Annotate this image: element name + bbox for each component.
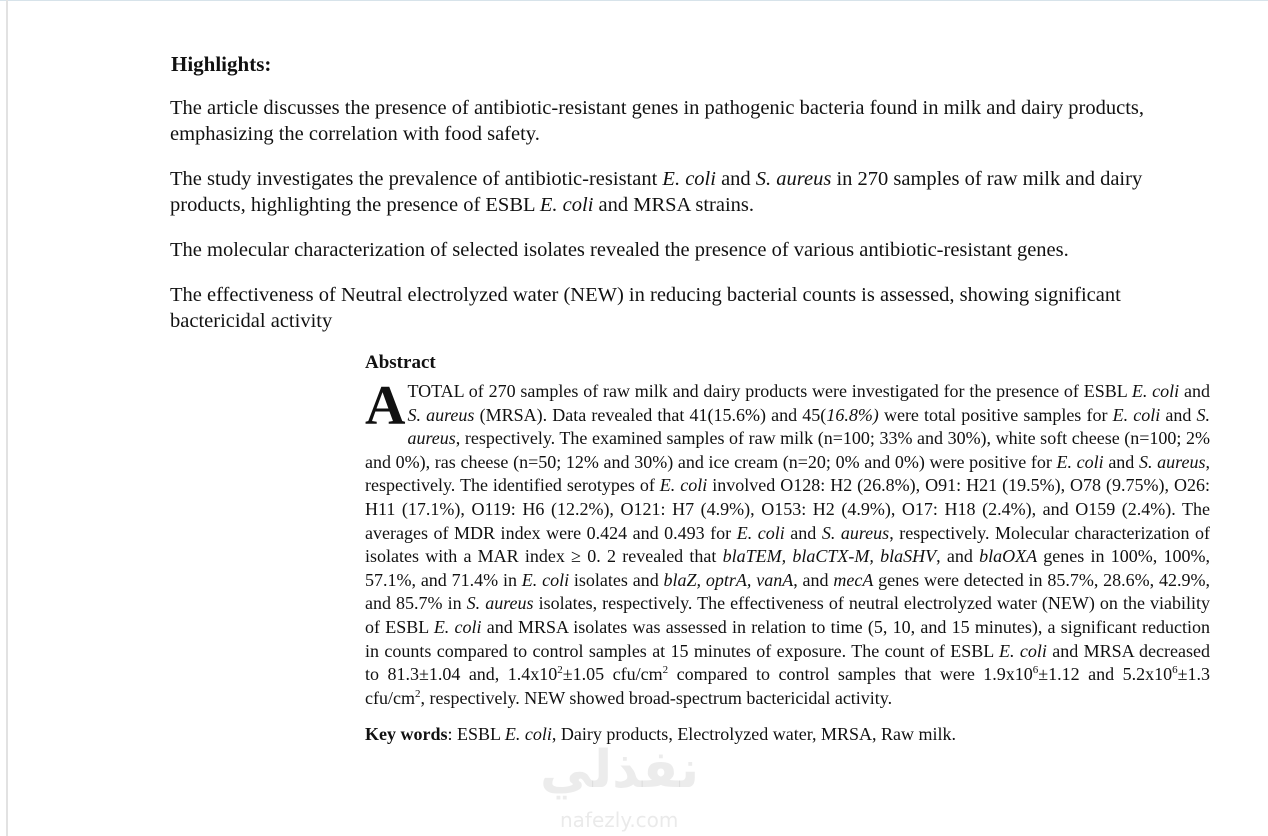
keywords: Key words: ESBL E. coli, Dairy products, Electrolyzed water, MRSA, Raw milk. xyxy=(365,724,957,745)
highlights-title: Highlights: xyxy=(171,52,272,76)
highlight-item: The molecular characterization of selected isolates revealed the presence of various antibiotic-resistant genes. xyxy=(170,239,1069,261)
drop-cap: A xyxy=(365,375,406,437)
page-top-border xyxy=(0,0,1268,1)
highlight-item: The study investigates the prevalence of antibiotic-resistant E. coli and S. aureus in 270 samples of raw milk and dairy products, highlighting the presence of ESBL E. coli and MRSA strains. xyxy=(170,168,1143,216)
highlight-item: The article discusses the presence of antibiotic-resistant genes in pathogenic bacteria found in milk and dairy products, emphasizing the correlation with food safety. xyxy=(170,97,1145,145)
highlight-item: The effectiveness of Neutral electrolyzed water (NEW) in reducing bacterial counts is assessed, showing significant bactericidal activity xyxy=(170,284,1121,332)
page-left-border xyxy=(6,0,8,836)
watermark-logo: نفذلي xyxy=(540,740,700,800)
watermark-url: nafezly.com xyxy=(560,808,679,832)
abstract-body: ATOTAL of 270 samples of raw milk and dairy products were investigated for the presence of ESBL E. coli and S. aureus (MRSA). Data revealed that 41(15.6%) and 45(16.8%) were total positive samples for E. coli and S. aureus, respectively. The examined samples of raw milk (n=100; 33% and 30%), white soft cheese (n=100; 2% and 0%), ras cheese (n=50; 12% and 30%) and ice cream (n=20; 0% and 0%) were positive for E. coli and S. aureus, respectively. The identified serotypes of E. coli involved O128: H2 (26.8%), O91: H21 (19.5%), O78 (9.75%), O26: H11 (17.1%), O119: H6 (12.2%), O121: H7 (4.9%), O153: H2 (4.9%), O17: H18 (2.4%), and O159 (2.4%). The averages of MDR index were 0.424 and 0.493 for E. coli and S. aureus, respectively. Molecular characterization of isolates with a MAR index ≥ 0. 2 revealed that blaTEM, blaCTX-M, blaSHV, and blaOXA genes in 100%, 100%, 57.1%, and 71.4% in E. coli isolates and blaZ, optrA, vanA, and mecA genes were detected in 85.7%, 28.6%, 42.9%, and 85.7% in S. aureus isolates, respectively. The effectiveness of neutral electrolyzed water (NEW) on the viability of ESBL E. coli and MRSA isolates was assessed in relation to time (5, 10, and 15 minutes), a significant reduction in counts compared to control samples at 15 minutes of exposure. The count of ESBL E. coli and MRSA decreased to 81.3±1.04 and, $1.4x10^2\pm 1.05$ cfu/$cm^2$ compared to control samples that were $1.9x10^6\pm 1.12$ and $5.2x10^6\pm 1.3$ cfu/$cm^2$, respectively. NEW showed broad-spectrum bactericidal activity. xyxy=(365,375,1211,708)
abstract-section xyxy=(365,352,1210,745)
keywords-label: Key words xyxy=(365,724,448,745)
abstract-title: Abstract xyxy=(365,352,436,373)
